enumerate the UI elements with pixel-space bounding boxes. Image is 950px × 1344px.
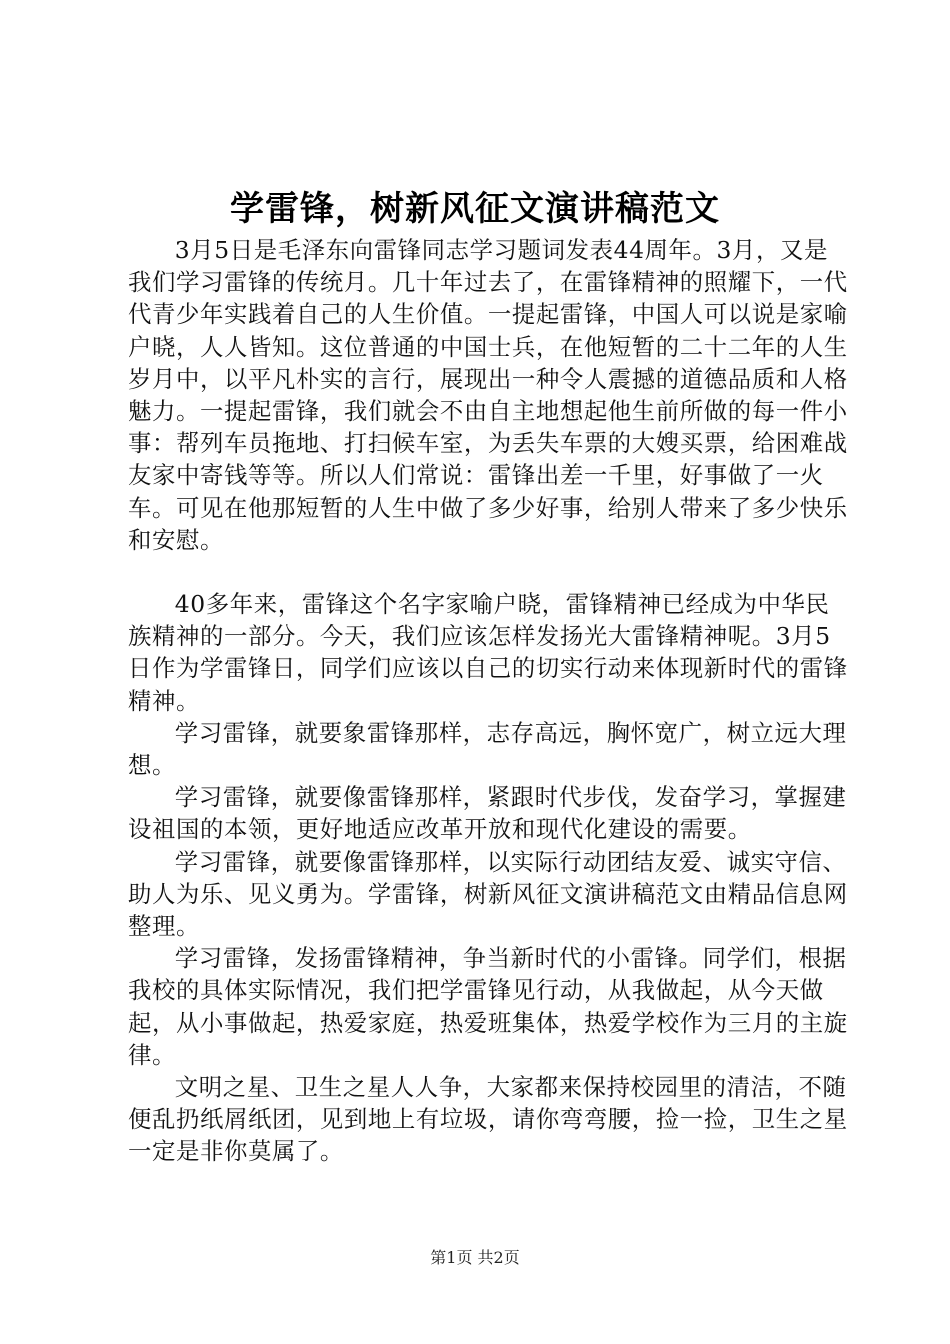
paragraph-6: 学习雷锋，发扬雷锋精神，争当新时代的小雷锋。同学们，根据我校的具体实际情况，我们把学雷锋见行动，从我做起，从今天做起，从小事做起，热爱家庭，热爱班集体，热爱学校作为三月的主旋律。 [128,944,848,1069]
paragraph-gap [128,556,848,588]
paragraph-1: 3月5日是毛泽东向雷锋同志学习题词发表44周年。3月，又是我们学习雷锋的传统月。几十年过去了，在雷锋精神的照耀下，一代代青少年实践着自己的人生价值。一提起雷锋，中国人可以说是家喻户晓，人人皆知。这位普通的中国士兵，在他短暂的二十二年的人生岁月中，以平凡朴实的言行，展现出一种令人震撼的道德品质和人格魅力。一提起雷锋，我们就会不由自主地想起他生前所做的每一件小事：帮列车员拖地、打扫候车室，为丢失车票的大嫂买票，给困难战友家中寄钱等等。所以人们常说：雷锋出差一千里，好事做了一火车。可见在他那短暂的人生中做了多少好事，给别人带来了多少快乐和安慰。 [128,236,848,554]
paragraph-2: 40多年来，雷锋这个名字家喻户晓，雷锋精神已经成为中华民族精神的一部分。今天，我们应该怎样发扬光大雷锋精神呢。3月5日作为学雷锋日，同学们应该以自己的切实行动来体现新时代的雷锋精神。 [128,590,848,715]
document-title: 学雷锋，树新风征文演讲稿范文 [230,189,720,229]
paragraph-5: 学习雷锋，就要像雷锋那样，以实际行动团结友爱、诚实守信、助人为乐、见义勇为。学雷锋，树新风征文演讲稿范文由精品信息网整理。 [128,847,848,941]
paragraph-7: 文明之星、卫生之星人人争，大家都来保持校园里的清洁，不随便乱扔纸屑纸团，见到地上有垃圾，请你弯弯腰，捡一捡，卫生之星一定是非你莫属了。 [128,1073,848,1166]
paragraph-4: 学习雷锋，就要像雷锋那样，紧跟时代步伐，发奋学习，掌握建设祖国的本领，更好地适应改革开放和现代化建设的需要。 [128,783,847,844]
document-body [128,234,848,1168]
paragraph-3: 学习雷锋，就要象雷锋那样，志存高远，胸怀宽广，树立远大理想。 [128,718,847,780]
page-footer: 第1页 共2页 [430,1248,520,1267]
